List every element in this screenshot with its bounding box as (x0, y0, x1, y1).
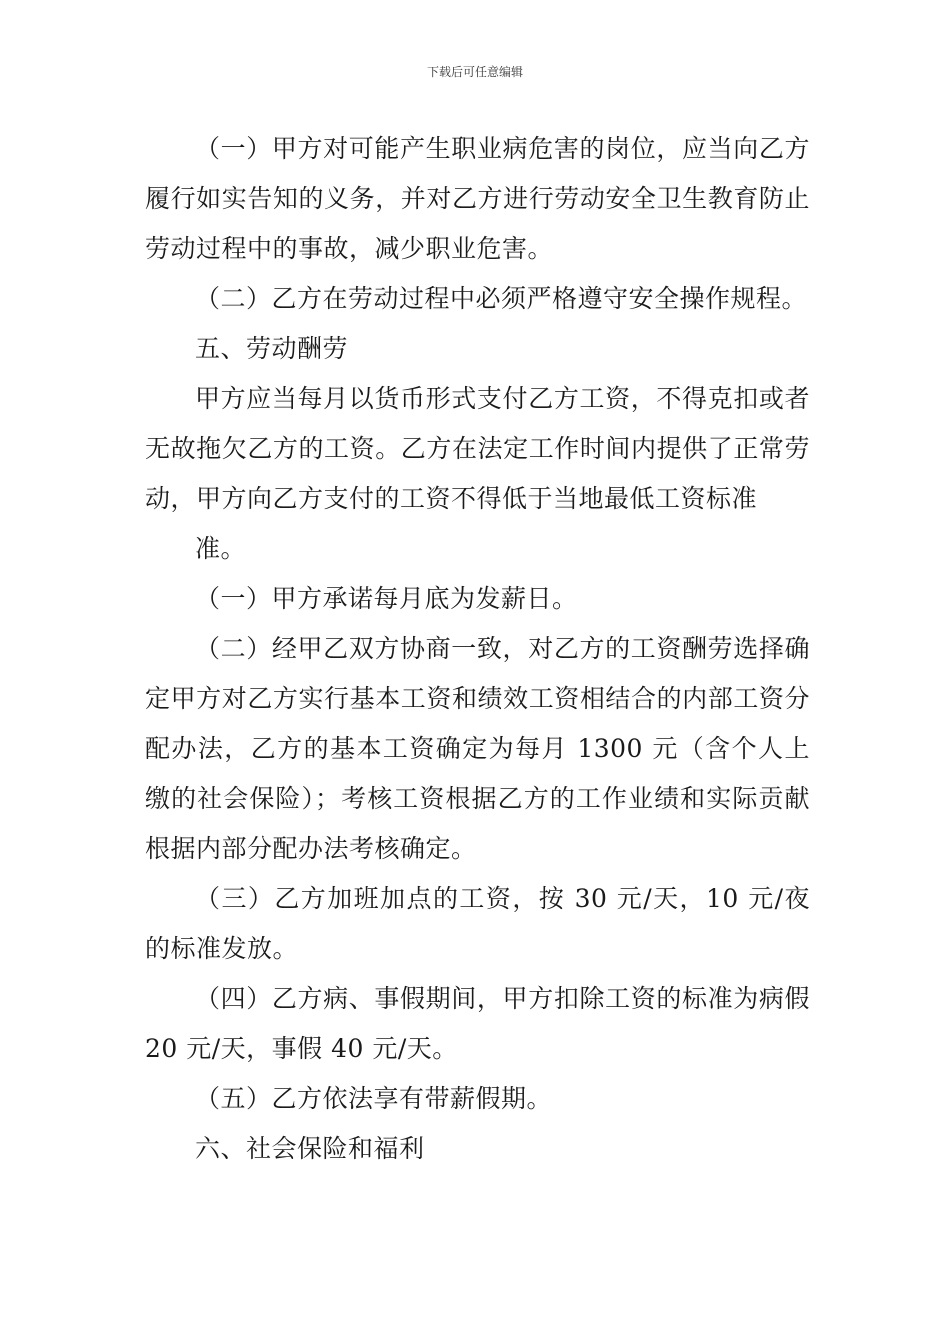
paragraph-paid-leave: （五）乙方依法享有带薪假期。 (195, 1084, 553, 1113)
paragraph-leave-deduction: （四）乙方病、事假期间，甲方扣除工资的标准为病假 20 元/天，事假 40 元/天。 (145, 984, 810, 1063)
paragraph-wage-payment: 甲方应当每月以货币形式支付乙方工资，不得克扣或者无故拖欠乙方的工资。乙方在法定工作时间内提供了正常劳动，甲方向乙方支付的工资不得低于当地最低工资标准 (145, 384, 810, 513)
section-heading-remuneration: 五、劳动酬劳 (195, 334, 349, 363)
paragraph-payday: （一）甲方承诺每月底为发薪日。 (195, 584, 578, 613)
section-heading-social-insurance: 六、社会保险和福利 (195, 1134, 425, 1163)
paragraph-wage-payment-end: 准。 (195, 534, 247, 563)
paragraph-overtime-pay: （三）乙方加班加点的工资，按 30 元/天，10 元/夜的标准发放。 (145, 884, 810, 963)
document-body (145, 124, 810, 1174)
paragraph-safety-rules: （二）乙方在劳动过程中必须严格遵守安全操作规程。 (195, 284, 808, 313)
paragraph-base-salary: （二）经甲乙双方协商一致，对乙方的工资酬劳选择确定甲方对乙方实行基本工资和绩效工资相结合的内部工资分配办法，乙方的基本工资确定为每月 1300 元（含个人上缴的社会保险）；考核工资根据乙方的工作业绩和实际贡献根据内部分配办法考核确定。 (145, 634, 810, 863)
page-header-note: 下载后可任意编辑 (426, 65, 523, 79)
paragraph-occupational-hazard-notice: （一）甲方对可能产生职业病危害的岗位，应当向乙方履行如实告知的义务，并对乙方进行劳动安全卫生教育防止劳动过程中的事故，减少职业危害。 (145, 134, 810, 263)
